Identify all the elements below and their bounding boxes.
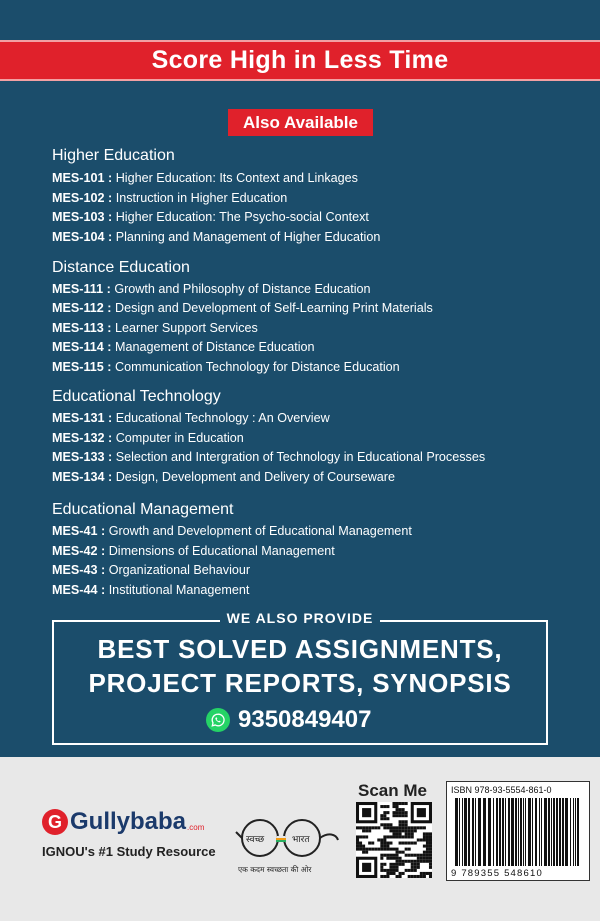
course-item: MES-101 : Higher Education: Its Context and Linkages [52,171,358,185]
scan-me-label: Scan Me [358,781,427,800]
course-item: MES-102 : Instruction in Higher Education [52,191,288,205]
course-item: MES-111 : Growth and Philosophy of Distance Education [52,282,371,296]
banner-text: Score High in Less Time [151,46,449,74]
course-item: MES-134 : Design, Development and Delivery of Courseware [52,470,395,484]
also-available-label: Also Available [243,112,358,132]
provide-title: WE ALSO PROVIDE [226,610,374,626]
course-item: MES-41 : Growth and Development of Educational Management [52,524,412,538]
course-item: MES-112 : Design and Development of Self-Learning Print Materials [52,301,433,315]
course-item: MES-103 : Higher Education: The Psycho-social Context [52,210,369,224]
course-item: MES-131 : Educational Technology : An Overview [52,411,330,425]
course-item: MES-113 : Learner Support Services [52,321,258,335]
course-item: MES-133 : Selection and Intergration of Technology in Educational Processes [52,450,486,464]
swachh-bharat-glasses-icon [232,808,342,878]
whatsapp-icon [206,708,230,732]
also-available-badge [228,109,373,136]
phone-number: 9350849407 [238,706,372,733]
swachh-motto: एक कदम स्वच्छता की ओर [238,865,312,874]
gullybaba-logo-icon: G [42,809,68,835]
course-item: MES-104 : Planning and Management of Higher Education [52,230,381,244]
phone-contact [206,706,371,734]
brand-suffix: .com [187,823,205,832]
swachh-right-text: भारत [292,835,310,845]
top-banner [0,40,600,81]
section-title-distance-education: Distance Education [52,259,190,276]
brand-tagline: IGNOU's #1 Study Resource [42,844,216,859]
qr-code-icon[interactable] [356,802,432,878]
brand-name: Gullybaba [70,808,187,835]
isbn-text: ISBN 978-93-5554-861-0 [451,785,552,795]
section-title-educational-management: Educational Management [52,501,234,518]
course-item: MES-44 : Institutional Management [52,583,250,597]
course-item: MES-132 : Computer in Education [52,431,244,445]
provide-line-2: PROJECT REPORTS, SYNOPSIS [88,668,512,698]
course-item: MES-115 : Communication Technology for Distance Education [52,360,400,374]
provide-line-1: BEST SOLVED ASSIGNMENTS, [97,634,503,664]
section-title-educational-technology: Educational Technology [52,388,221,405]
swachh-left-text: स्वच्छ [246,835,265,845]
course-item: MES-42 : Dimensions of Educational Management [52,544,335,558]
barcode-icon [455,798,583,866]
course-item: MES-114 : Management of Distance Education [52,340,315,354]
section-title-higher-education: Higher Education [52,147,175,164]
barcode-digits: 9 789355 548610 [451,868,543,879]
gullybaba-logo [42,808,204,836]
course-item: MES-43 : Organizational Behaviour [52,563,251,577]
isbn-block [446,781,590,881]
